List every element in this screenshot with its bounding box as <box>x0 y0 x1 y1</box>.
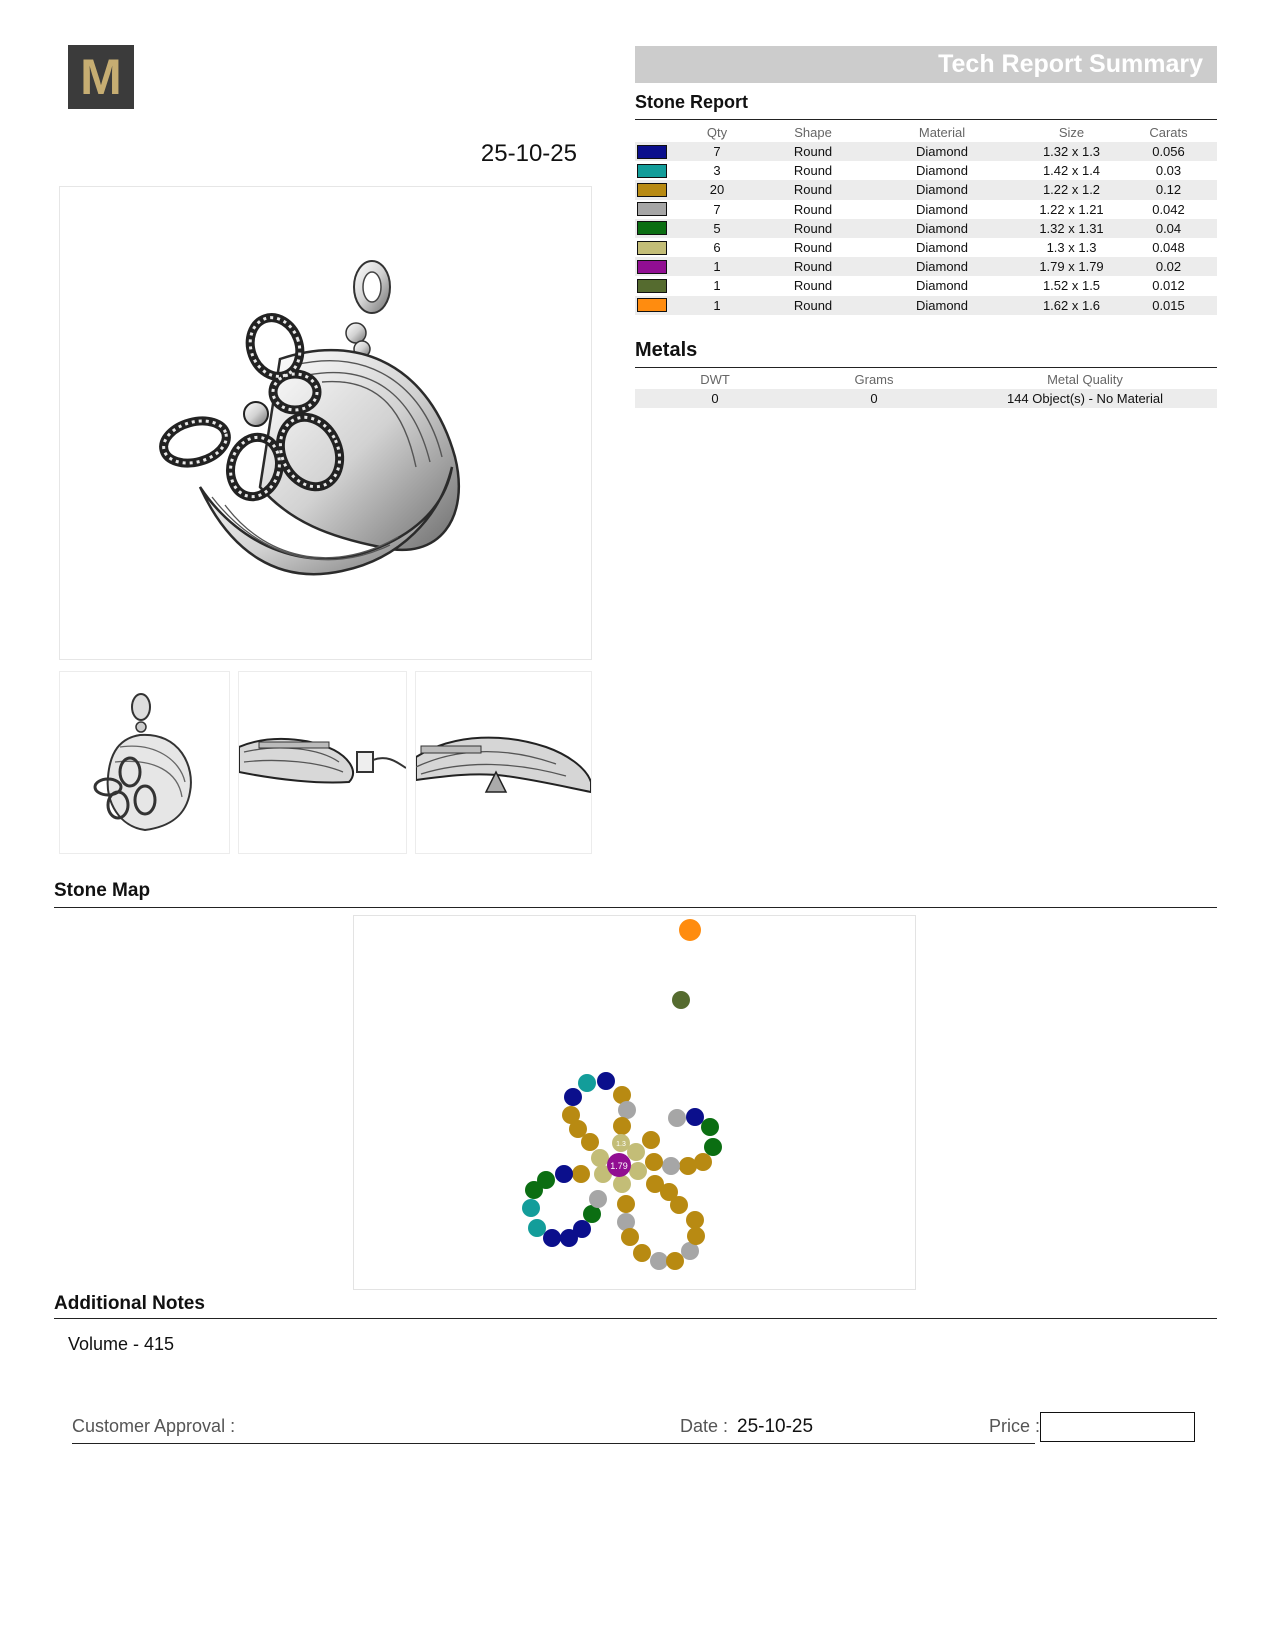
stone-size-cell: 1.22 x 1.2 <box>1023 180 1120 199</box>
stone-color-cell <box>635 257 669 276</box>
stone-report-row <box>635 257 1217 276</box>
stone-color-cell <box>635 142 669 161</box>
stone-report-header-row <box>635 122 1217 142</box>
stone-map-stone <box>672 991 690 1009</box>
stone-map-stone <box>642 1131 660 1149</box>
stone-carats-cell: 0.03 <box>1155 163 1182 179</box>
stone-report-row <box>635 161 1217 180</box>
stone-material-cell: Diamond <box>915 201 969 217</box>
stone-map-stone <box>629 1162 647 1180</box>
stone-shape-cell: Round <box>765 296 861 315</box>
approval-date-label: Date : <box>680 1416 729 1436</box>
thumbnail-side[interactable] <box>238 671 407 854</box>
stone-qty-cell: 7 <box>669 142 765 161</box>
metal-quality-column-header: Metal Quality <box>1047 371 1123 387</box>
stone-map-stone <box>650 1252 668 1270</box>
stone-carats-cell: 0.042 <box>1152 201 1185 217</box>
metals-table <box>635 369 1217 408</box>
stone-map-stone <box>578 1074 596 1092</box>
stone-map-panel <box>353 915 916 1290</box>
stone-material-cell: Diamond <box>915 278 969 294</box>
dwt-value: 0 <box>635 389 795 408</box>
report-banner <box>635 46 1217 83</box>
approval-date-value: 25-10-25 <box>737 1416 814 1437</box>
stone-report-divider <box>635 119 1217 120</box>
stone-map-stone <box>670 1196 688 1214</box>
stone-size-cell: 1.3 x 1.3 <box>1046 240 1097 256</box>
stone-map-stone <box>686 1108 704 1126</box>
stone-size-cell: 1.22 x 1.21 <box>1039 201 1104 217</box>
stone-qty-cell: 1 <box>713 278 721 294</box>
additional-notes-divider <box>54 1318 1217 1319</box>
stone-color-swatch <box>637 145 667 159</box>
stone-color-swatch <box>637 164 667 178</box>
material-column-header: Material <box>918 124 966 140</box>
grams-value: 0 <box>795 389 953 408</box>
stone-size-cell: 1.52 x 1.5 <box>1042 278 1101 294</box>
approval-signature-line <box>72 1443 1035 1444</box>
stone-qty-cell: 5 <box>669 219 765 238</box>
stone-color-swatch <box>637 241 667 255</box>
stone-material-cell: Diamond <box>861 257 1023 276</box>
stone-map-divider <box>54 907 1217 908</box>
stone-qty-cell: 20 <box>669 180 765 199</box>
stone-report-row <box>635 219 1217 238</box>
stone-shape-cell: Round <box>793 240 833 256</box>
metal-quality-value: 144 Object(s) - No Material <box>953 389 1217 408</box>
center-stone-label: 1.79 <box>610 1161 628 1171</box>
stone-material-cell: Diamond <box>915 240 969 256</box>
stone-map-stone <box>589 1190 607 1208</box>
pendant-front-view-image <box>60 672 229 853</box>
stone-map-stone <box>679 919 701 941</box>
stone-map-stone <box>645 1153 663 1171</box>
stone-map-diagram <box>354 916 915 1289</box>
stone-map-stone <box>613 1175 631 1193</box>
stone-shape-cell: Round <box>793 201 833 217</box>
stone-map-stone <box>621 1228 639 1246</box>
stone-map-stone <box>627 1143 645 1161</box>
color-column-header <box>635 122 669 142</box>
stone-size-cell: 1.79 x 1.79 <box>1023 257 1120 276</box>
main-render-view <box>59 186 592 660</box>
pendant-top-view-image <box>416 672 591 853</box>
metals-title: Metals <box>635 339 698 361</box>
stone-map-stone <box>618 1101 636 1119</box>
thumbnail-front[interactable] <box>59 671 230 854</box>
stone-size-cell: 1.42 x 1.4 <box>1042 163 1101 179</box>
stone-material-cell: Diamond <box>861 219 1023 238</box>
stone-qty-cell: 7 <box>713 201 721 217</box>
metals-row <box>635 389 1217 408</box>
stone-shape-cell: Round <box>765 180 861 199</box>
stone-material-cell: Diamond <box>861 296 1023 315</box>
stone-material-cell: Diamond <box>861 142 1023 161</box>
pendant-main-image <box>60 187 591 659</box>
stone-map-stone <box>573 1220 591 1238</box>
stone-color-swatch <box>637 202 667 216</box>
stone-color-cell <box>635 296 669 315</box>
stone-map-stone <box>581 1133 599 1151</box>
stone-map-stone <box>522 1199 540 1217</box>
stone-report-row <box>635 296 1217 315</box>
stone-map-stone <box>662 1157 680 1175</box>
stone-qty-cell: 3 <box>713 163 721 179</box>
stone-color-swatch <box>637 260 667 274</box>
stone-map-stone <box>701 1118 719 1136</box>
notes-text: Volume - 415 <box>68 1334 175 1354</box>
grams-column-header: Grams <box>854 371 894 387</box>
stone-map-stone <box>686 1211 704 1229</box>
banner-title: Tech Report Summary <box>938 50 1203 78</box>
dwt-column-header: DWT <box>700 371 730 387</box>
stone-map-stone <box>525 1181 543 1199</box>
stone-qty-cell: 6 <box>713 240 721 256</box>
size-column-header: Size <box>1058 124 1085 140</box>
stone-shape-cell: Round <box>765 142 861 161</box>
stone-report-title: Stone Report <box>635 92 749 112</box>
stone-qty-cell: 1 <box>669 257 765 276</box>
stone-carats-cell: 0.015 <box>1120 296 1217 315</box>
report-date: 25-10-25 <box>480 140 577 167</box>
stone-material-cell: Diamond <box>861 180 1023 199</box>
stone-map-stone <box>613 1117 631 1135</box>
price-input-box[interactable] <box>1040 1412 1195 1442</box>
stone-shape-cell: Round <box>765 257 861 276</box>
stone-carats-cell: 0.12 <box>1120 180 1217 199</box>
stone-carats-cell: 0.012 <box>1152 278 1185 294</box>
stone-map-stone <box>572 1165 590 1183</box>
customer-approval-label: Customer Approval : <box>72 1416 236 1436</box>
stone-map-stone <box>666 1252 684 1270</box>
stone-report-row <box>635 200 1217 219</box>
stone-shape-cell: Round <box>793 163 833 179</box>
metals-header-row <box>635 369 1217 389</box>
stone-color-swatch <box>637 298 667 312</box>
stone-color-swatch <box>637 279 667 293</box>
khaki-stone-label: 1.3 <box>616 1141 626 1148</box>
pendant-side-view-image <box>239 672 406 853</box>
stone-size-cell: 1.62 x 1.6 <box>1023 296 1120 315</box>
stone-color-swatch <box>637 183 667 197</box>
stone-size-cell: 1.32 x 1.3 <box>1023 142 1120 161</box>
stone-report-table <box>635 122 1217 315</box>
stone-size-cell: 1.32 x 1.31 <box>1023 219 1120 238</box>
stone-material-cell: Diamond <box>915 163 969 179</box>
carats-column-header: Carats <box>1149 124 1188 140</box>
stone-map-stone <box>668 1109 686 1127</box>
stone-shape-cell: Round <box>765 219 861 238</box>
additional-notes-title: Additional Notes <box>54 1293 205 1314</box>
stone-color-cell <box>635 219 669 238</box>
stone-carats-cell: 0.04 <box>1120 219 1217 238</box>
stone-carats-cell: 0.048 <box>1152 240 1185 256</box>
stone-color-cell <box>635 200 669 219</box>
stone-map-stone <box>704 1138 722 1156</box>
stone-carats-cell: 0.02 <box>1120 257 1217 276</box>
stone-report-row <box>635 180 1217 199</box>
company-logo <box>68 45 134 109</box>
stone-report-row <box>635 276 1217 295</box>
stone-map-stone <box>617 1195 635 1213</box>
stone-color-cell <box>635 276 669 295</box>
stone-map-stone <box>543 1229 561 1247</box>
stone-color-cell <box>635 180 669 199</box>
metals-divider <box>635 367 1217 368</box>
stone-map-stone <box>687 1227 705 1245</box>
stone-map-stone <box>591 1149 609 1167</box>
price-label: Price : <box>989 1416 1041 1436</box>
stone-map-stone <box>564 1088 582 1106</box>
stone-map-stone <box>528 1219 546 1237</box>
qty-column-header: Qty <box>706 124 728 140</box>
thumbnail-top[interactable] <box>415 671 592 854</box>
stone-carats-cell: 0.056 <box>1120 142 1217 161</box>
stone-qty-cell: 1 <box>669 296 765 315</box>
stone-color-cell <box>635 161 669 180</box>
stone-color-swatch <box>637 221 667 235</box>
stone-map-stone <box>679 1157 697 1175</box>
logo-letter: M <box>80 49 122 105</box>
stone-report-row <box>635 142 1217 161</box>
stone-color-cell <box>635 238 669 257</box>
stone-report-row <box>635 238 1217 257</box>
stone-map-stone <box>555 1165 573 1183</box>
shape-column-header: Shape <box>794 124 832 140</box>
stone-shape-cell: Round <box>793 278 833 294</box>
stone-map-stone <box>597 1072 615 1090</box>
stone-map-stone <box>633 1244 651 1262</box>
stone-map-title: Stone Map <box>54 880 151 901</box>
